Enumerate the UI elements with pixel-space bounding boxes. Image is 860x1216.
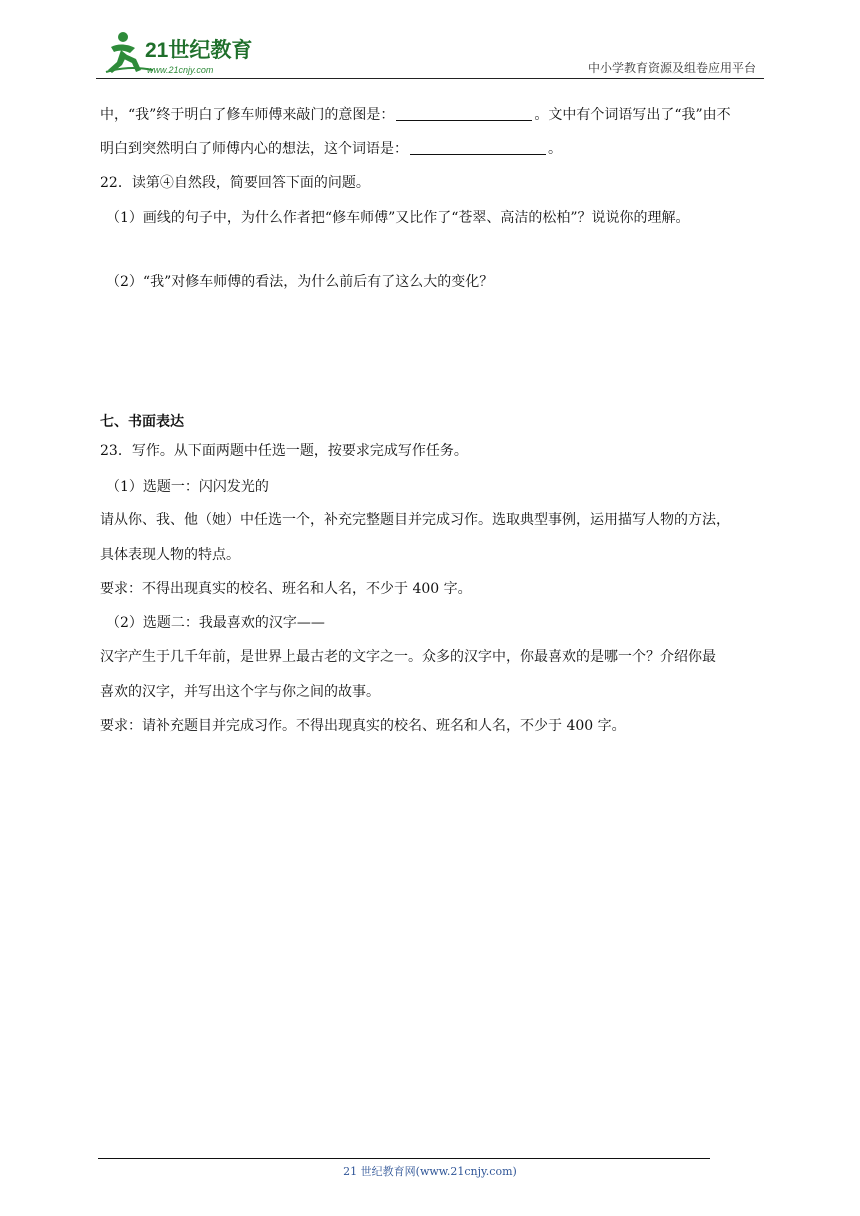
logo [97,28,287,78]
question-23-option-1-title: （1）选题一：闪闪发光的 [106,479,269,495]
question-23-option-1-desc-1: 请从你、我、他（她）中任选一个，补充完整题目并完成习作。选取典型事例，运用描写人物的方法， [100,512,730,528]
question-23-option-2-desc-1: 汉字产生于几千年前，是世界上最古老的文字之一。众多的汉字中，你最喜欢的是哪一个？介绍你最 [100,649,716,665]
question-21-text-part-2: 。文中有个词语写出了“我”由不 [534,107,731,123]
header-divider [96,78,764,79]
question-21-text-part-3: 明白到突然明白了师傅内心的想法，这个词语是： [100,141,408,157]
platform-label: 中小学教育资源及组卷应用平台 [587,61,756,75]
question-21-text-part-4: 。 [548,141,562,157]
logo-url-text: www.21cnjy.com [147,65,214,75]
footer-divider [98,1158,710,1159]
page-header [97,28,762,80]
question-23-option-1-requirement: 要求：不得出现真实的校名、班名和人名，不少于 400 字。 [100,581,472,597]
logo-brand-text: 21世纪教育 [145,39,253,62]
question-21-text-part-1: 中，“我”终于明白了修车师傅来敲门的意图是： [100,107,395,123]
question-23-option-2-title: （2）选题二：我最喜欢的汉字—— [106,615,325,631]
answer-blank-1[interactable] [396,108,532,121]
question-22-part-2: （2）“我”对修车师傅的看法，为什么前后有了这么大的变化？ [106,274,494,290]
question-23-heading: 23．写作。从下面两题中任选一题，按要求完成写作任务。 [100,443,468,459]
section-7-title: 七、书面表达 [100,414,184,430]
question-22-part-1: （1）画线的句子中，为什么作者把“修车师傅”又比作了“苍翠、高洁的松柏”？说说你的理解。 [106,210,690,226]
answer-blank-2[interactable] [410,142,546,155]
question-line-1 [100,106,731,124]
footer-text[interactable]: 21 世纪教育网(www.21cnjy.com) [343,1165,517,1178]
question-22-heading: 22．读第④自然段，简要回答下面的问题。 [100,175,370,191]
question-23-option-2-desc-2: 喜欢的汉字，并写出这个字与你之间的故事。 [100,684,380,700]
runner-logo-icon [97,28,287,78]
question-line-2 [100,140,562,158]
question-23-option-1-desc-2: 具体表现人物的特点。 [100,547,240,563]
question-23-option-2-requirement: 要求：请补充题目并完成习作。不得出现真实的校名、班名和人名，不少于 400 字。 [100,718,626,734]
